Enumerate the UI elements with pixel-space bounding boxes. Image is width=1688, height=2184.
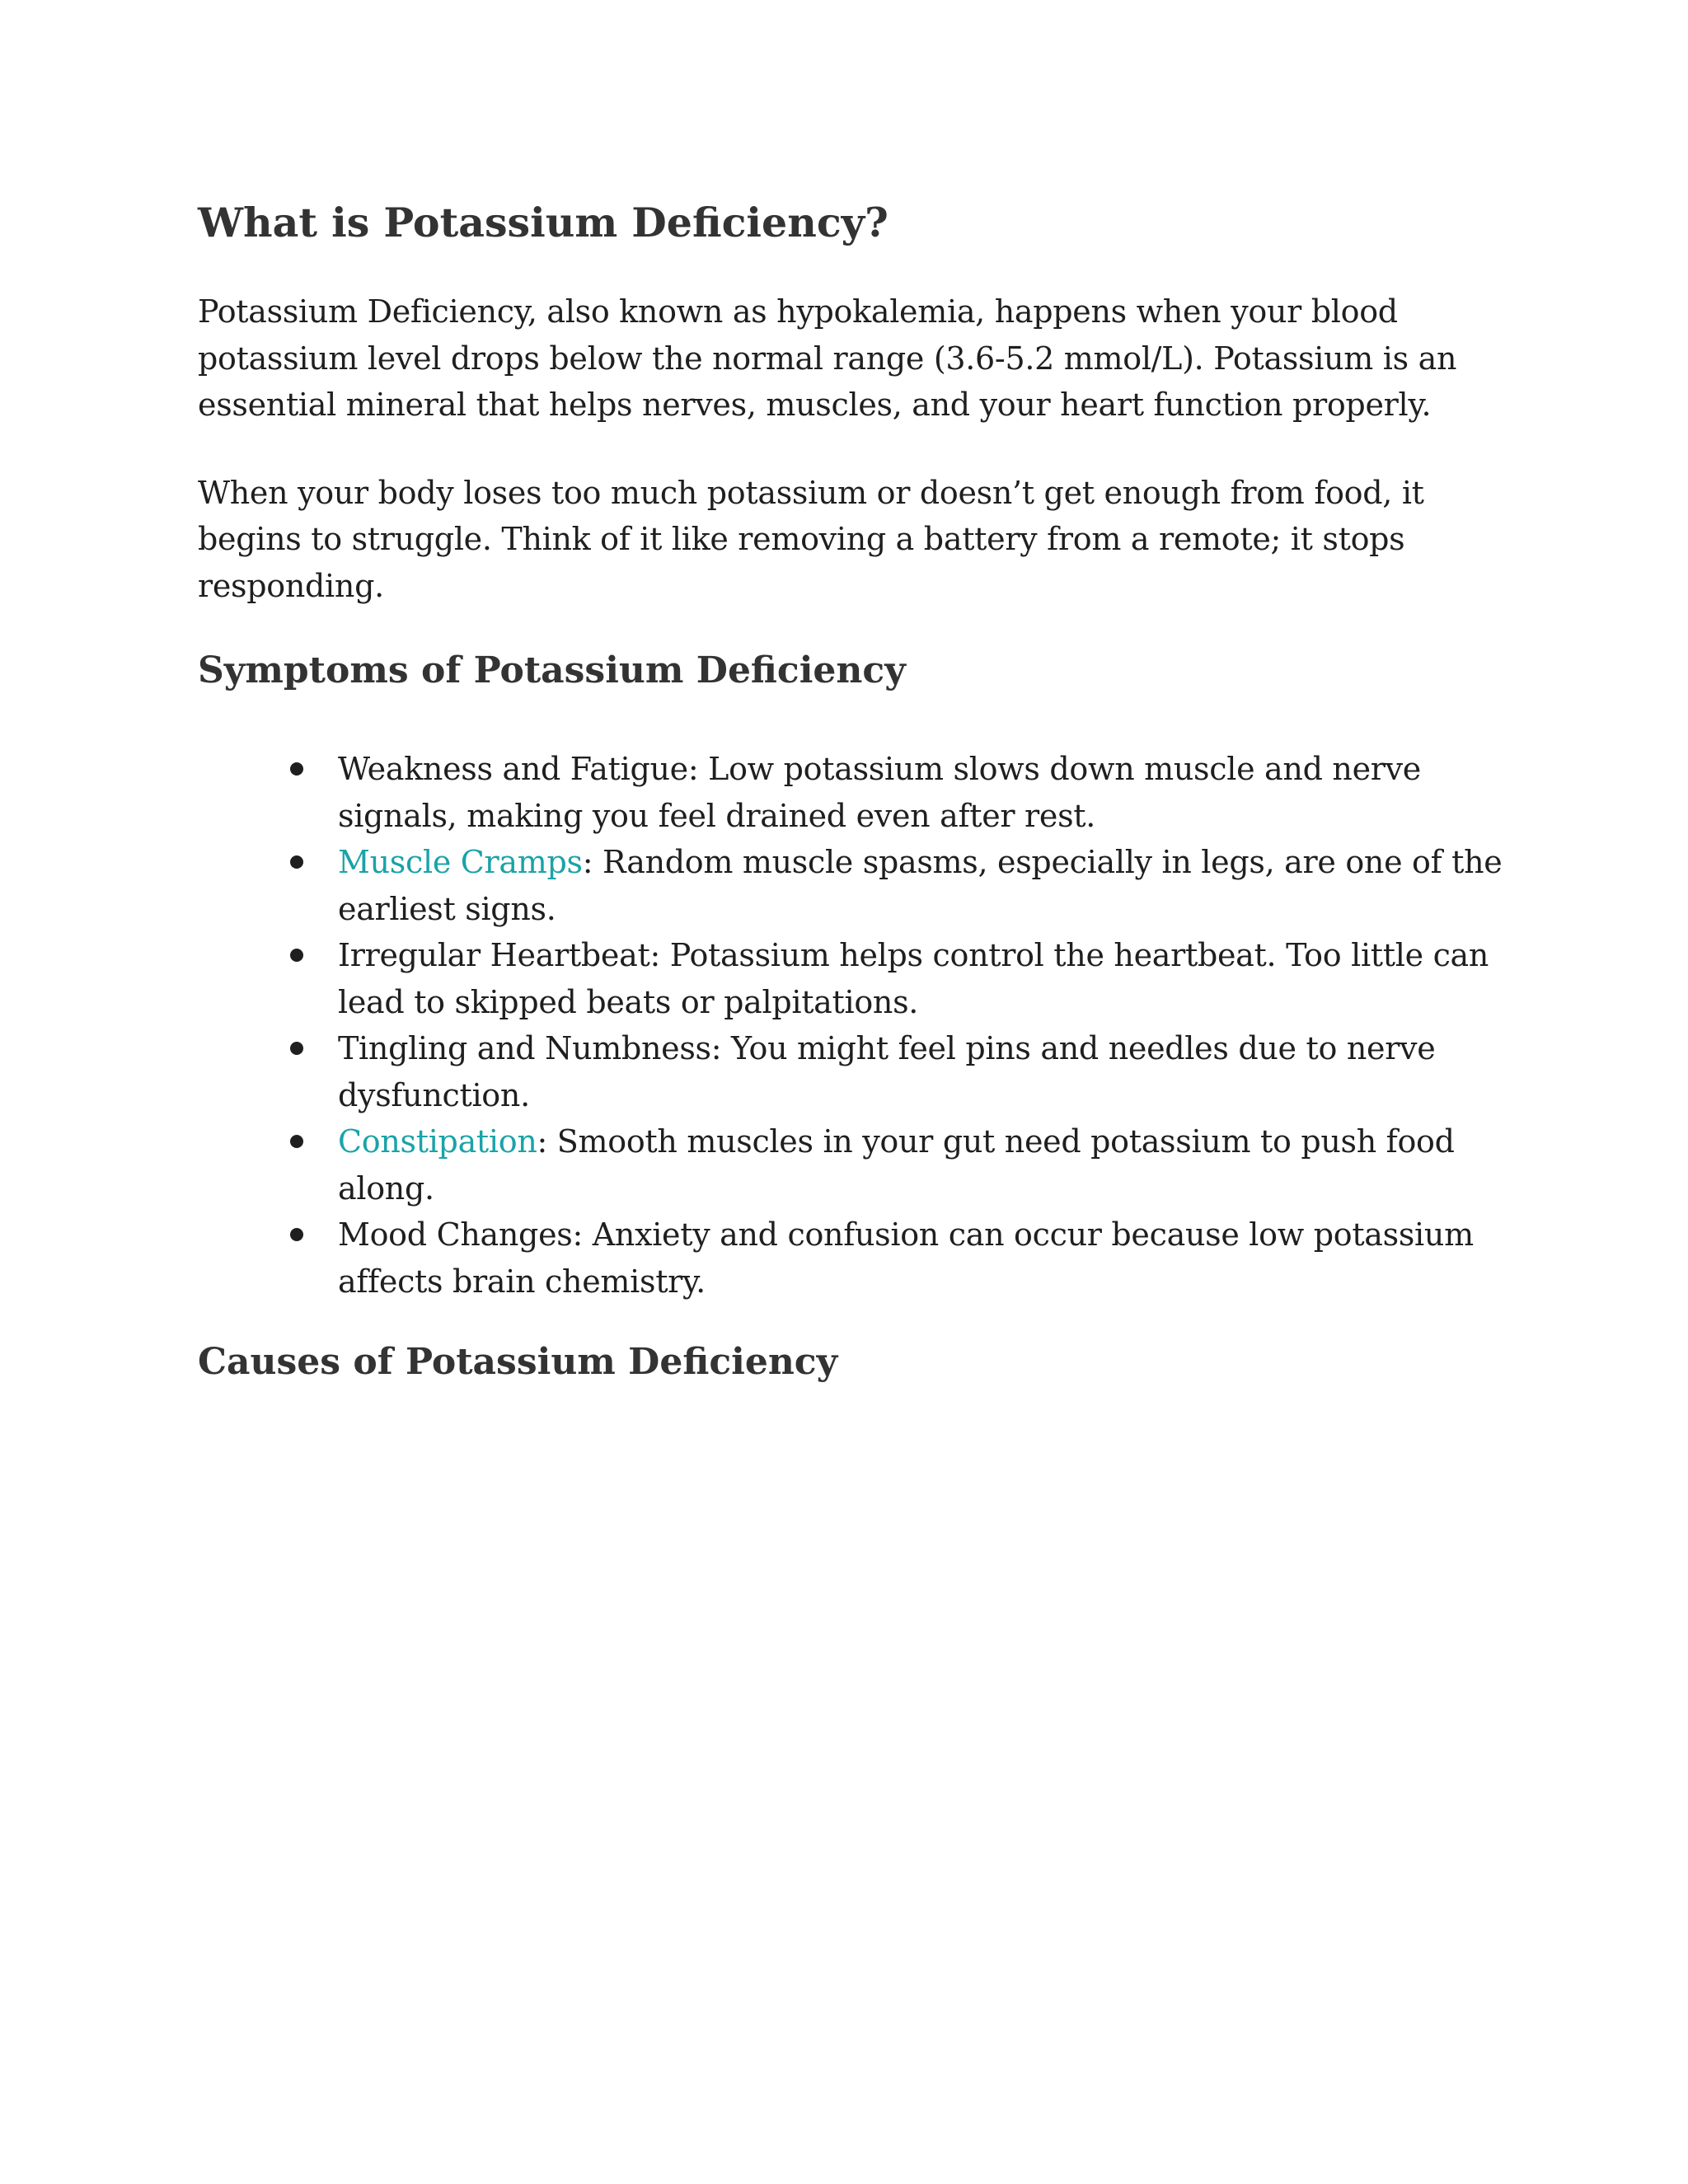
- symptom-lead: Weakness and Fatigue: [338, 751, 688, 787]
- bullet-icon: [290, 1228, 303, 1241]
- symptom-text: : Random muscle spasms, especially in legs, are one of the earliest signs.: [338, 844, 1503, 927]
- symptom-lead: Irregular Heartbeat: [338, 937, 650, 973]
- list-item: [198, 1118, 1508, 1212]
- list-item: [198, 1025, 1508, 1118]
- bullet-icon: [290, 1042, 303, 1055]
- bullet-icon: [290, 949, 303, 962]
- intro-paragraph: Potassium Deficiency, also known as hypokalemia, happens when your blood potassium level drops below the normal range (3.6-5.2 mmol/L). Potassium is an essential mineral that helps nerves, muscles, and your heart function properly.: [198, 293, 1457, 423]
- symptom-text: : Low potassium slows down muscle and nerve signals, making you feel drained even after rest.: [338, 751, 1421, 834]
- symptom-text: : Potassium helps control the heartbeat. Too little can lead to skipped beats or palpitations.: [338, 937, 1489, 1020]
- symptom-text: : Smooth muscles in your gut need potassium to push food along.: [338, 1123, 1455, 1207]
- bullet-icon: [290, 855, 303, 869]
- symptom-text: : You might feel pins and needles due to nerve dysfunction.: [338, 1030, 1436, 1113]
- bullet-icon: [290, 1135, 303, 1148]
- bullet-icon: [290, 762, 303, 776]
- list-item: [198, 746, 1508, 839]
- muscle-cramps-link[interactable]: Muscle Cramps: [338, 844, 583, 880]
- page-title: What is Potassium Deficiency?: [198, 199, 889, 246]
- list-item: [198, 932, 1508, 1025]
- symptom-text: : Anxiety and confusion can occur because low potassium affects brain chemistry.: [338, 1216, 1474, 1300]
- symptoms-list: [198, 746, 1508, 1305]
- causes-heading: Causes of Potassium Deficiency: [198, 1341, 838, 1383]
- list-item: [198, 839, 1508, 932]
- symptoms-heading: Symptoms of Potassium Deficiency: [198, 649, 906, 691]
- symptom-lead: Mood Changes: [338, 1216, 573, 1253]
- list-item: [198, 1212, 1508, 1305]
- document-page: [198, 190, 1508, 1391]
- symptom-lead: Tingling and Numbness: [338, 1030, 711, 1066]
- analogy-paragraph: When your body loses too much potassium or doesn’t get enough from food, it begins to struggle. Think of it like removing a battery from a remote; it stops responding.: [198, 474, 1424, 604]
- constipation-link[interactable]: Constipation: [338, 1123, 537, 1160]
